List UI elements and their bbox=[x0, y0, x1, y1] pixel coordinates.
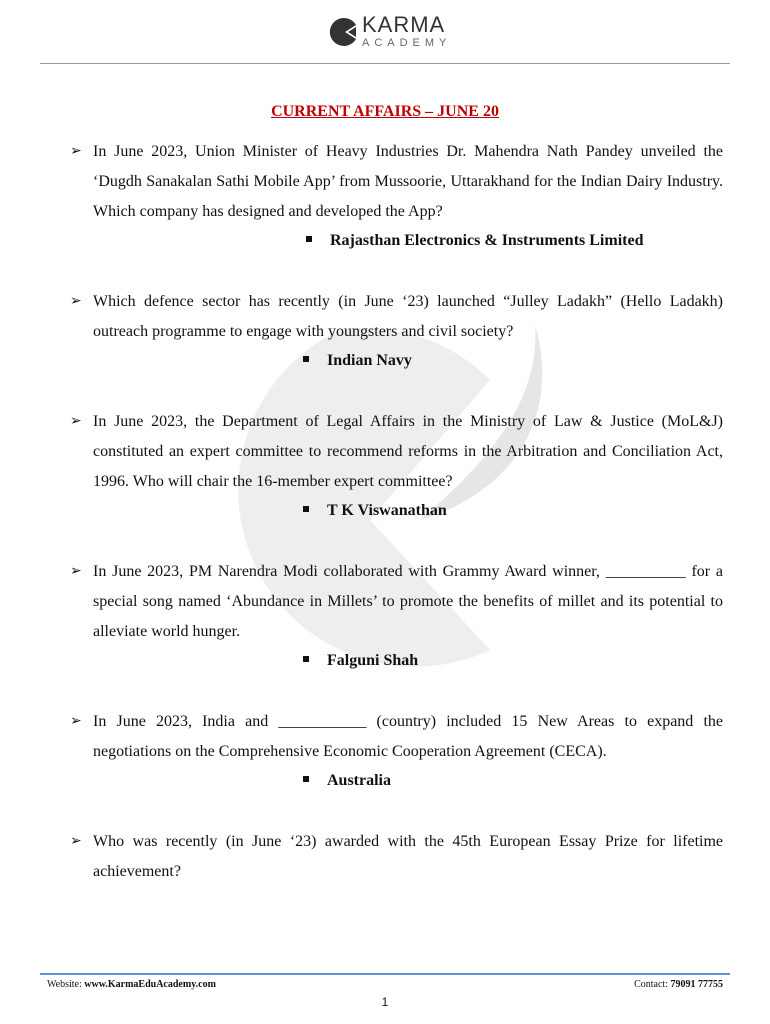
question-4 bbox=[70, 557, 723, 647]
square-bullet-icon bbox=[303, 776, 309, 782]
page-header bbox=[0, 0, 770, 64]
question-6 bbox=[70, 827, 723, 887]
question-5 bbox=[70, 707, 723, 767]
arrow-bullet-icon: ➢ bbox=[70, 294, 82, 309]
answer-1 bbox=[93, 227, 723, 255]
karma-logo-icon bbox=[328, 17, 358, 47]
question-text: In June 2023, Union Minister of Heavy Industries Dr. Mahendra Nath Pandey unveiled the ‘Dugdh Sanakalan Sathi Mobile App’ from Mussoorie, Uttarakhand for the Indian Dairy Industry. Which company has designed and developed the App? bbox=[93, 143, 723, 220]
contact-label: Contact: bbox=[634, 979, 671, 990]
answer-text: Australia bbox=[327, 772, 391, 789]
logo-main-text: KARMA bbox=[362, 12, 446, 37]
website-link[interactable]: www.KarmaEduAcademy.com bbox=[84, 979, 216, 990]
question-2 bbox=[70, 287, 723, 347]
arrow-bullet-icon: ➢ bbox=[70, 414, 82, 429]
website-label: Website: bbox=[47, 979, 85, 990]
question-text: Which defence sector has recently (in June ‘23) launched “Julley Ladakh” (Hello Ladakh) outreach programme to engage with youngsters and civil society? bbox=[93, 293, 723, 340]
question-text: In June 2023, PM Narendra Modi collaborated with Grammy Award winner, __________ for a special song named ‘Abundance in Millets’ to promote the benefits of millet and its potential to alleviate world hunger. bbox=[93, 563, 723, 640]
answer-2 bbox=[93, 347, 723, 375]
page-footer bbox=[0, 967, 770, 1024]
answer-text: Falguni Shah bbox=[327, 652, 419, 669]
logo-sub-text: ACADEMY bbox=[362, 37, 452, 49]
question-text: In June 2023, India and ___________ (country) included 15 New Areas to expand the negotiations on the Comprehensive Economic Cooperation Agreement (CECA). bbox=[93, 713, 723, 760]
square-bullet-icon bbox=[306, 236, 312, 242]
square-bullet-icon bbox=[303, 656, 309, 662]
arrow-bullet-icon: ➢ bbox=[70, 144, 82, 159]
question-text: In June 2023, the Department of Legal Affairs in the Ministry of Law & Justice (MoL&J) constituted an expert committee to recommend reforms in the Arbitration and Conciliation Act, 1996. Who will chair the 16-member expert committee? bbox=[93, 413, 723, 490]
karma-academy-logo bbox=[328, 14, 451, 49]
question-text: Who was recently (in June ‘23) awarded with the 45th European Essay Prize for lifetime achievement? bbox=[93, 833, 723, 880]
page-title: CURRENT AFFAIRS – JUNE 20 bbox=[271, 103, 499, 120]
footer-website bbox=[47, 978, 216, 992]
footer-contact bbox=[634, 978, 723, 992]
square-bullet-icon bbox=[303, 356, 309, 362]
answer-4 bbox=[93, 647, 723, 675]
contact-number: 79091 77755 bbox=[670, 979, 723, 990]
question-1 bbox=[70, 137, 723, 227]
answer-text: Indian Navy bbox=[327, 352, 412, 369]
answer-3 bbox=[93, 497, 723, 525]
arrow-bullet-icon: ➢ bbox=[70, 564, 82, 579]
answer-text: T K Viswanathan bbox=[327, 502, 447, 519]
answer-5 bbox=[93, 767, 723, 795]
page-content bbox=[0, 64, 770, 887]
arrow-bullet-icon: ➢ bbox=[70, 714, 82, 729]
arrow-bullet-icon: ➢ bbox=[70, 834, 82, 849]
page-number: 1 bbox=[381, 995, 389, 1009]
answer-text: Rajasthan Electronics & Instruments Limited bbox=[330, 232, 644, 249]
footer-divider bbox=[40, 973, 730, 975]
question-3 bbox=[70, 407, 723, 497]
square-bullet-icon bbox=[303, 506, 309, 512]
